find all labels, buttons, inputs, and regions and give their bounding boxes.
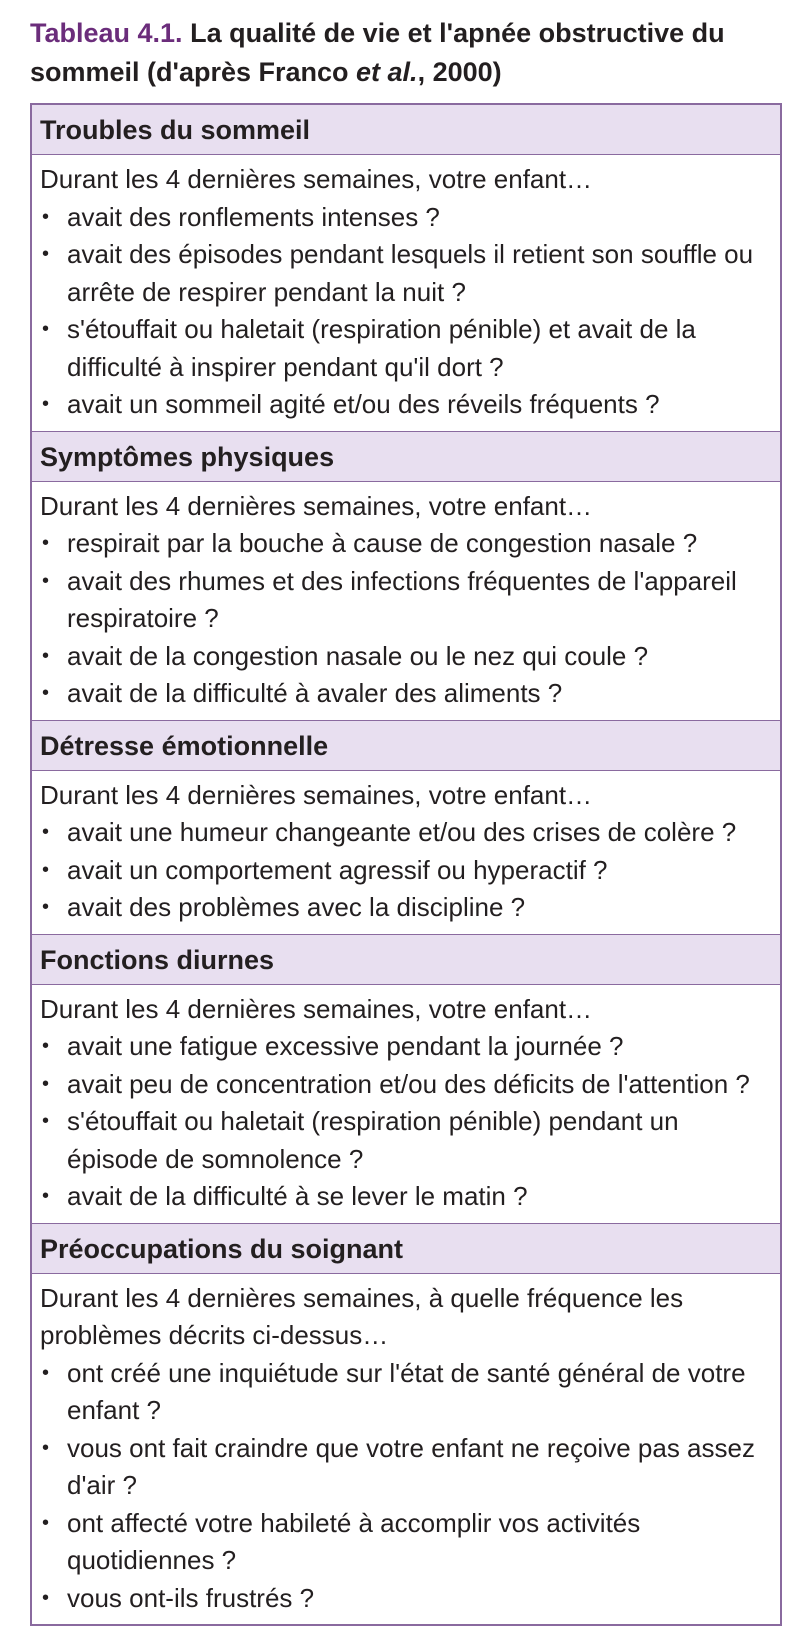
section-heading: Symptômes physiques bbox=[32, 432, 780, 482]
section-intro: Durant les 4 dernières semaines, votre enfant… bbox=[40, 779, 593, 810]
section-heading: Détresse émotionnelle bbox=[32, 721, 780, 771]
section-intro: Durant les 4 dernières semaines, votre enfant… bbox=[40, 164, 593, 194]
table-section bbox=[32, 721, 780, 935]
list-item: • avait des problèmes avec la discipline ? bbox=[40, 889, 772, 927]
question-list bbox=[40, 199, 772, 424]
section-body bbox=[32, 771, 780, 935]
caption-title-end: , 2000) bbox=[417, 57, 502, 87]
question-list bbox=[40, 525, 772, 713]
section-body bbox=[32, 155, 780, 432]
list-item: • vous ont fait craindre que votre enfant ne reçoive pas assez d'air ? bbox=[40, 1430, 772, 1505]
list-item: • ont affecté votre habileté à accomplir vos activités quotidiennes ? bbox=[40, 1505, 772, 1580]
list-item: • avait une fatigue excessive pendant la journée ? bbox=[40, 1028, 772, 1066]
question-list bbox=[40, 1355, 772, 1618]
section-body bbox=[32, 482, 780, 721]
list-item: • avait de la difficulté à avaler des aliments ? bbox=[40, 675, 772, 713]
section-heading: Fonctions diurnes bbox=[32, 935, 780, 985]
list-item: • avait des rhumes et des infections fréquentes de l'appareil respiratoire ? bbox=[40, 563, 772, 638]
table-section bbox=[32, 935, 780, 1224]
list-item: • avait un sommeil agité et/ou des réveils fréquents ? bbox=[40, 386, 772, 424]
section-heading: Préoccupations du soignant bbox=[32, 1224, 780, 1274]
section-heading: Troubles du sommeil bbox=[32, 105, 780, 155]
list-item: • avait des épisodes pendant lesquels il retient son souffle ou arrête de respirer pendant la nuit ? bbox=[40, 236, 772, 311]
list-item: • vous ont-ils frustrés ? bbox=[40, 1580, 772, 1618]
question-list bbox=[40, 1028, 772, 1216]
caption-italic: et al. bbox=[356, 57, 418, 87]
list-item: • s'étouffait ou haletait (respiration pénible) pendant un épisode de somnolence ? bbox=[40, 1103, 772, 1178]
table-section bbox=[32, 1224, 780, 1625]
list-item: • ont créé une inquiétude sur l'état de santé général de votre enfant ? bbox=[40, 1355, 772, 1430]
list-item: • s'étouffait ou haletait (respiration pénible) et avait de la difficulté à inspirer pendant qu'il dort ? bbox=[40, 311, 772, 386]
questionnaire-table bbox=[30, 103, 782, 1626]
list-item: • respirait par la bouche à cause de congestion nasale ? bbox=[40, 525, 772, 563]
table-number: Tableau 4.1. bbox=[30, 18, 183, 48]
list-item: • avait de la congestion nasale ou le nez qui coule ? bbox=[40, 638, 772, 676]
list-item: • avait une humeur changeante et/ou des crises de colère ? bbox=[40, 814, 772, 852]
table-caption bbox=[30, 14, 770, 92]
section-body bbox=[32, 1274, 780, 1625]
caption-title: La qualité de vie et l'apnée obstructive du sommeil (d'après Franco bbox=[30, 18, 725, 87]
table-section bbox=[32, 105, 780, 432]
section-intro: Durant les 4 dernières semaines, votre enfant… bbox=[40, 993, 593, 1024]
list-item: • avait un comportement agressif ou hyperactif ? bbox=[40, 852, 772, 890]
table-section bbox=[32, 432, 780, 721]
section-intro: Durant les 4 dernières semaines, à quelle fréquence les problèmes décrits ci-dessus… bbox=[40, 1282, 684, 1350]
list-item: • avait des ronflements intenses ? bbox=[40, 199, 772, 237]
question-list bbox=[40, 814, 772, 927]
section-intro: Durant les 4 dernières semaines, votre enfant… bbox=[40, 490, 593, 521]
section-body bbox=[32, 985, 780, 1224]
list-item: • avait peu de concentration et/ou des déficits de l'attention ? bbox=[40, 1066, 772, 1104]
list-item: • avait de la difficulté à se lever le matin ? bbox=[40, 1178, 772, 1216]
